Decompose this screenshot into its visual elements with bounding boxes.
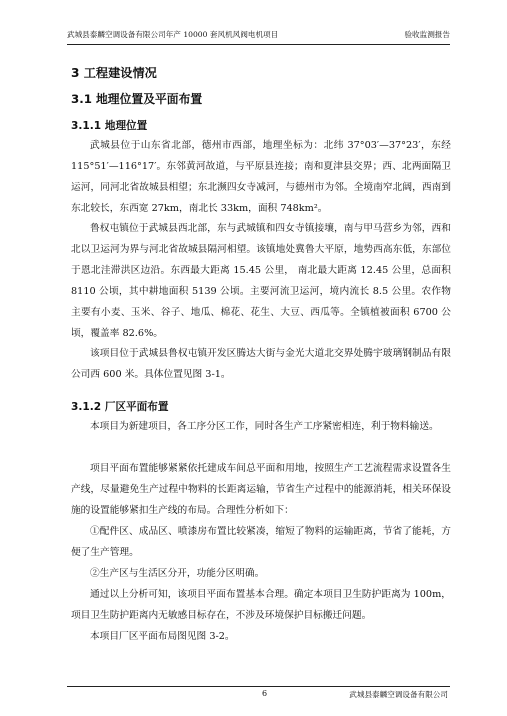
footer-company-name: 武城县泰麟空调设备有限公司 [349, 690, 448, 699]
footer-divider [67, 686, 450, 687]
paragraph-new-project: 本项目为新建项目，各工序分区工作，同时各生产工序紧密相连，利于物料输送。 [90, 421, 439, 432]
page-header [67, 28, 450, 45]
subsection-heading-layout: 3.1.2 厂区平面布置 [71, 401, 169, 413]
paragraph-analysis-item-1: ①配件区、成品区、喷漆房布置比较紧凑，缩短了物料的运输距离，节省了能耗，方便了生产管理。 [71, 526, 451, 558]
paragraph-figure-reference: 本项目厂区平面布局图见图 3-2。 [90, 631, 235, 642]
paragraph-conclusion: 通过以上分析可知，该项目平面布置基本合理。确定本项目卫生防护距离为 100m，项目卫生防护距离内无敏感目标存在，不涉及环境保护目标搬迁问题。 [71, 589, 451, 621]
header-report-type: 验收监测报告 [404, 30, 450, 39]
page-number: 6 [262, 689, 268, 698]
header-project-title: 武城县泰麟空调设备有限公司年产 10000 套风机风阀电机项目 [67, 30, 279, 39]
paragraph-analysis-item-2: ②生产区与生活区分开，功能分区明确。 [90, 568, 265, 579]
paragraph-layout-principle: 项目平面布置能够紧紧依托建成车间总平面和用地，按照生产工艺流程需求设置各生产线，尽量避免生产过程中物料的长距离运输，节省生产过程中的能源消耗，相关环保设施的设置能够紧扣生产线的布局。合理性分析如下： [71, 463, 451, 516]
paragraph-project-location: 该项目位于武城县鲁权屯镇开发区腾达大街与金光大道北交界处腾宇玻璃钢制品有限公司西 600 米。具体位置见图 3-1。 [71, 348, 451, 380]
paragraph-town-location: 鲁权屯镇位于武城县西北部，东与武城镇和四女寺镇接壤，南与甲马营乡为邻，西和北以卫运河为界与河北省故城县隔河相望。该镇地处冀鲁大平原，地势西高东低，东部位于恩北洼滞洪区边沿。东西最大距离 15.45 公里， 南北最大距离 12.45 公里，总面积 8110 公顷，其中耕地面积 5139 公顷。主要河流卫运河，境内流长 8.5 公里。农作物主要有小麦、玉米、谷子、地瓜、棉花、花生、大豆、西瓜等。全镇植被面积 6700 公顷，覆盖率 82.6%。 [71, 223, 451, 339]
chapter-heading: 3 工程建设情况 [71, 66, 157, 80]
section-heading: 3.1 地理位置及平面布置 [71, 92, 203, 106]
paragraph-county-location: 武城县位于山东省北部，德州市西部，地理坐标为：北纬 37°03′—37°23′，东经 115°51′—116°17′。东邻黄河故道，与平原县连接；南和夏津县交界；西、北两面隔卫运河，同河北省故城县相望；东北濒四女寺减河，与德州市为邻。全境南窄北阔，西南到东北较长，东西宽 27km，南北长 33km，面积 748km²。 [71, 140, 451, 214]
subsection-heading-location: 3.1.1 地理位置 [71, 120, 148, 132]
